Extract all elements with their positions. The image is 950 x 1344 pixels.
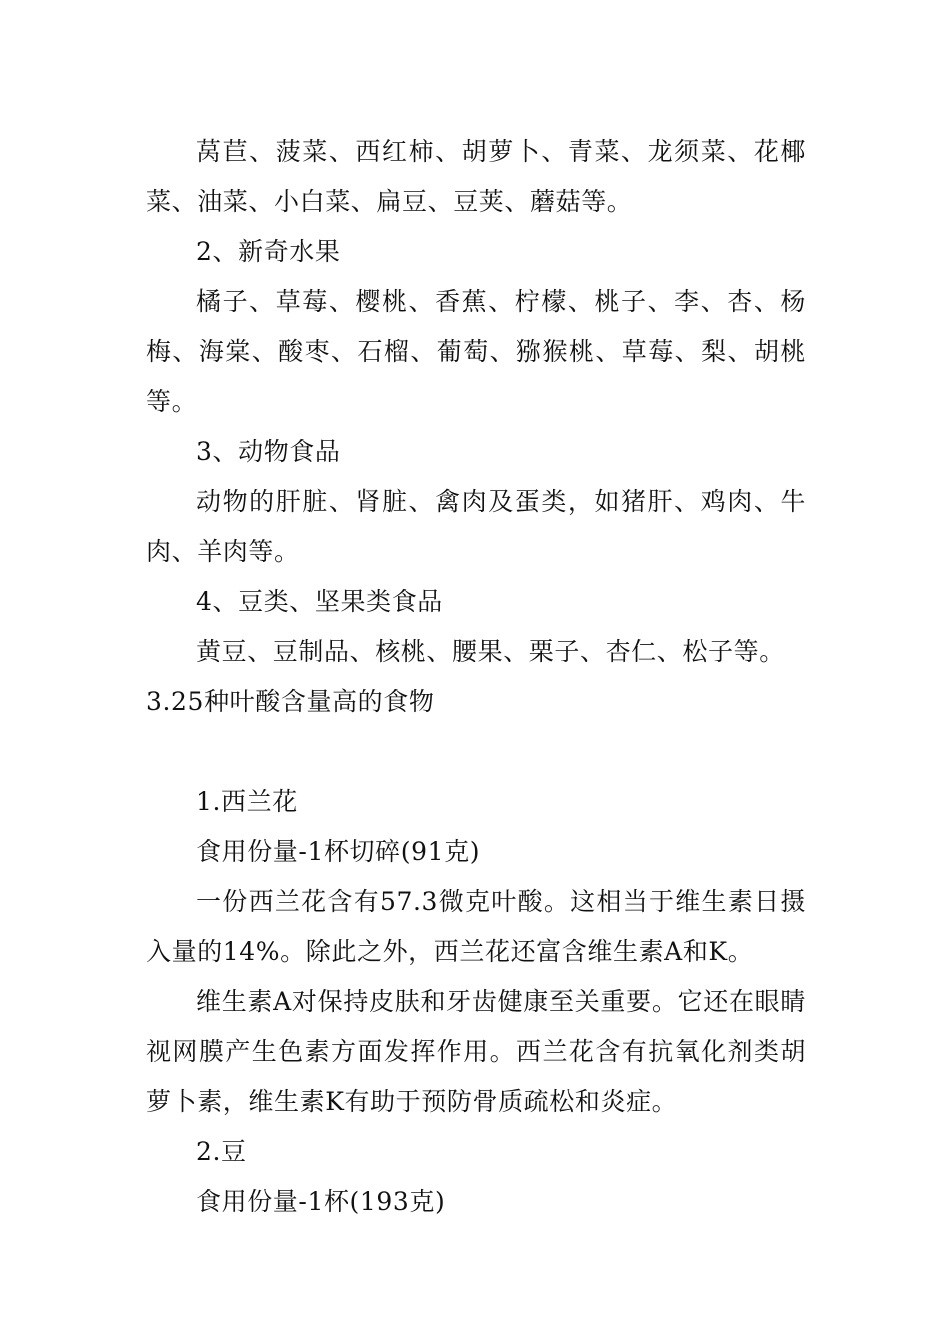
item-broccoli-vitamins: 维生素A对保持皮肤和牙齿健康至关重要。它还在眼睛视网膜产生色素方面发挥作用。西兰花含有抗氧化剂类胡萝卜素，维生素K有助于预防骨质疏松和炎症。: [146, 987, 806, 1116]
fruit-list-paragraph: 橘子、草莓、樱桃、香蕉、柠檬、桃子、李、杏、杨梅、海棠、酸枣、石榴、葡萄、猕猴桃、草莓、梨、胡桃等。: [146, 287, 806, 416]
fruit-heading: 2、新奇水果: [196, 237, 341, 266]
section-title: 3.25种叶酸含量高的食物: [146, 687, 435, 716]
beans-nuts-paragraph: 黄豆、豆制品、核桃、腰果、栗子、杏仁、松子等。: [196, 637, 785, 666]
beans-nuts-heading: 4、豆类、坚果类食品: [196, 587, 443, 616]
item-beans-serving: 食用份量-1杯(193克): [196, 1187, 446, 1216]
item-broccoli-description: 一份西兰花含有57.3微克叶酸。这相当于维生素日摄入量的14%。除此之外，西兰花还富含维生素A和K。: [146, 887, 806, 966]
blank-line: [146, 727, 806, 777]
animal-food-paragraph: 动物的肝脏、肾脏、禽肉及蛋类，如猪肝、鸡肉、牛肉、羊肉等。: [146, 487, 806, 566]
vegetable-list-paragraph: 莴苣、菠菜、西红柿、胡萝卜、青菜、龙须菜、花椰菜、油菜、小白菜、扁豆、豆荚、蘑菇等。: [146, 137, 806, 216]
item-beans-title: 2.豆: [196, 1137, 247, 1166]
item-broccoli-serving: 食用份量-1杯切碎(91克): [196, 837, 481, 866]
animal-food-heading: 3、动物食品: [196, 437, 341, 466]
document-page: [146, 127, 806, 1227]
item-broccoli-title: 1.西兰花: [196, 787, 298, 816]
